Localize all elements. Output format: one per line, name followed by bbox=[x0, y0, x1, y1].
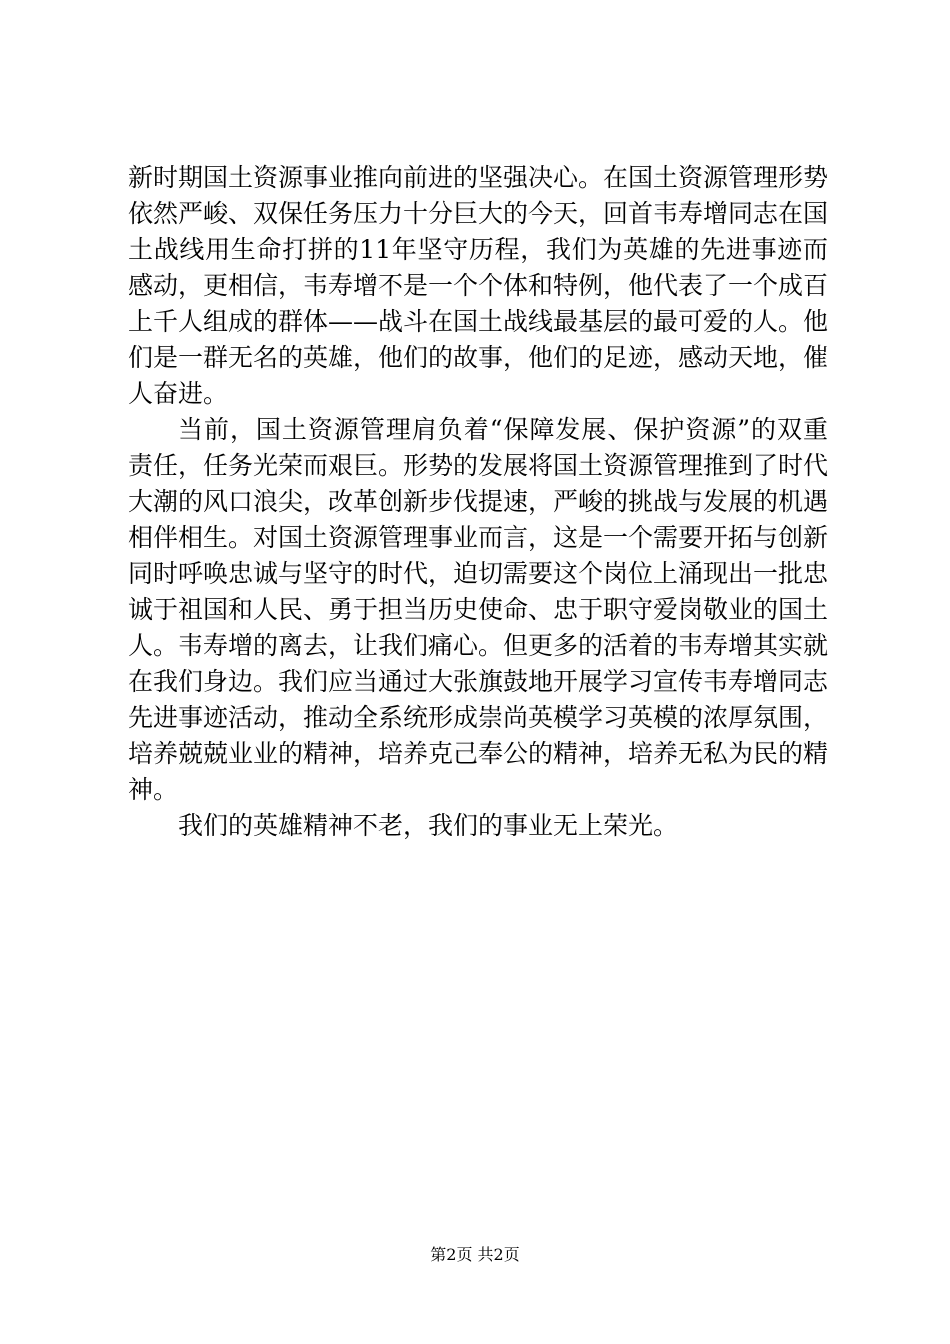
paragraph-2: 当前，国土资源管理肩负着“保障发展、保护资源”的双重责任，任务光荣而艰巨。形势的发展将国土资源管理推到了时代大潮的风口浪尖，改革创新步伐提速，严峻的挑战与发展的机遇相伴相生。对国土资源管理事业而言，这是一个需要开拓与创新同时呼唤忠诚与坚守的时代，迫切需要这个岗位上涌现出一批忠诚于祖国和人民、勇于担当历史使命、忠于职守爱岗敬业的国土人。韦寿增的离去，让我们痛心。但更多的活着的韦寿增其实就在我们身边。我们应当通过大张旗鼓地开展学习宣传韦寿增同志先进事迹活动，推动全系统形成崇尚英模学习英模的浓厚氛围，培养兢兢业业的精神，培养克己奉公的精神，培养无私为民的精神。 bbox=[128, 415, 829, 804]
paragraph-3: 我们的英雄精神不老，我们的事业无上荣光。 bbox=[178, 811, 679, 840]
paragraph-1: 新时期国土资源事业推向前进的坚强决心。在国土资源管理形势依然严峻、双保任务压力十分巨大的今天，回首韦寿增同志在国土战线用生命打拼的11年坚守历程，我们为英雄的先进事迹而感动，更相信，韦寿增不是一个个体和特例，他代表了一个成百上千人组成的群体——战斗在国土战线最基层的最可爱的人。他们是一群无名的英雄，他们的故事，他们的足迹，感动天地，催人奋进。 bbox=[128, 163, 829, 408]
body-text bbox=[128, 160, 828, 844]
page-footer bbox=[0, 1244, 950, 1266]
page-number-label: 第2页 共2页 bbox=[430, 1245, 520, 1264]
